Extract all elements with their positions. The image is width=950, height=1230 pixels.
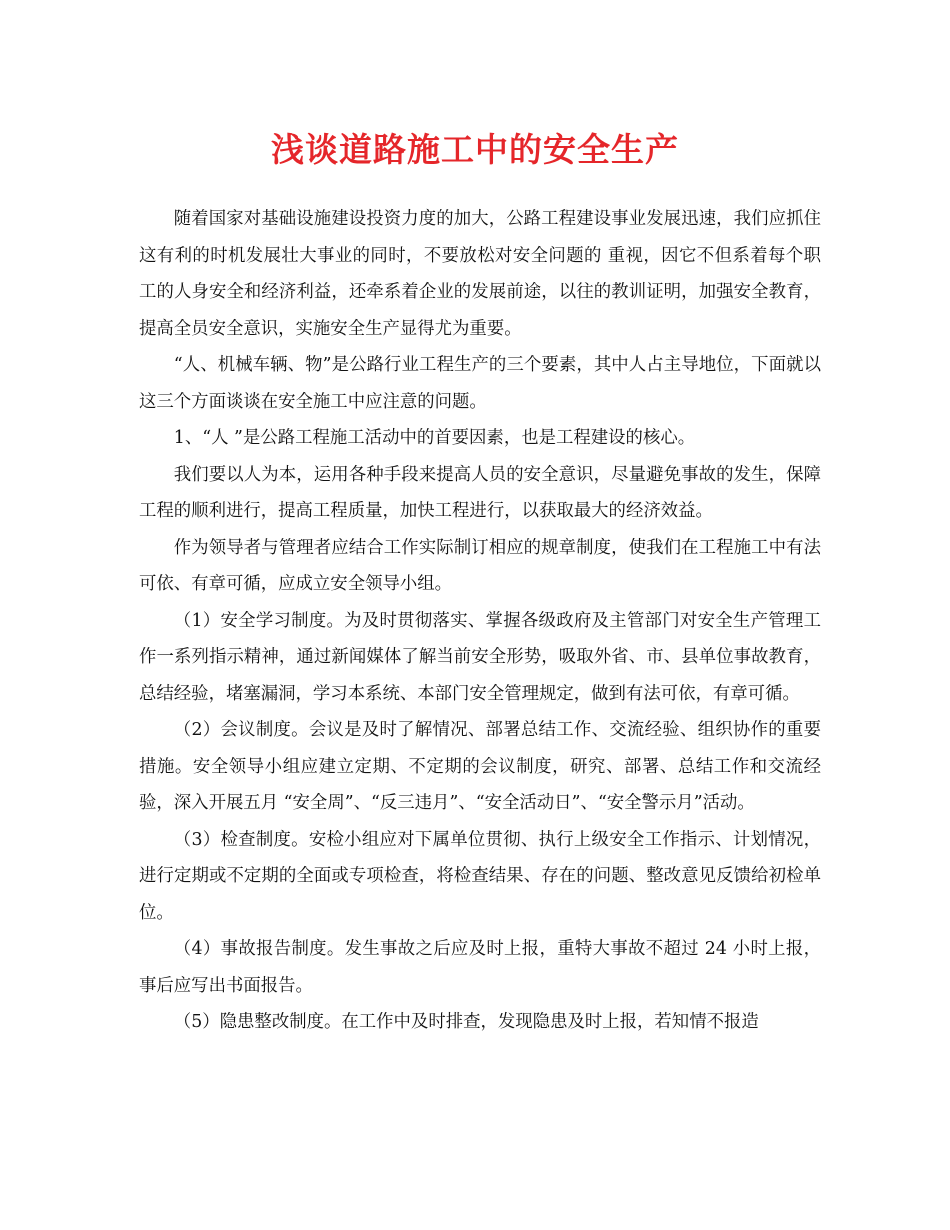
paragraph-accident-report-system: （4）事故报告制度。发生事故之后应及时上报，重特大事故不超过 24 小时上报，事后应写出书面报告。 bbox=[139, 939, 821, 996]
document-body bbox=[139, 201, 821, 1041]
paragraph-intro: 随着国家对基础设施建设投资力度的加大，公路工程建设事业发展迅速，我们应抓住 这有利的时机发展壮大事业的同时，不要放松对安全问题的 重视，因它不但系着每个职工的人身安全和经济利益，还牵系着企业的发展前途，以往的教训证明，加强安全教育，提高全员安全意识，实施安全生产显得尤为重要。 bbox=[139, 209, 821, 339]
paragraph-people-oriented: 我们要以人为本，运用各种手段来提高人员的安全意识，尽量避免事故的发生，保障工程的顺利进行，提高工程质量，加快工程进行，以获取最大的经济效益。 bbox=[139, 464, 821, 521]
paragraph-study-system: （1）安全学习制度。为及时贯彻落实、掌握各级政府及主管部门对安全生产管理工作一系列指示精神，通过新闻媒体了解当前安全形势，吸取外省、市、县单位事故教育，总结经验，堵塞漏洞，学习本系统、本部门安全管理规定，做到有法可依，有章可循。 bbox=[139, 610, 821, 704]
paragraph-inspection-system: （3）检查制度。安检小组应对下属单位贯彻、执行上级安全工作指示、计划情况，进行定期或不定期的全面或专项检查，将检查结果、存在的问题、整改意见反馈给初检单位。 bbox=[139, 829, 821, 923]
document-title: 浅谈道路施工中的安全生产 bbox=[271, 130, 679, 169]
paragraph-leadership: 作为领导者与管理者应结合工作实际制订相应的规章制度，使我们在工程施工中有法可依、有章可循，应成立安全领导小组。 bbox=[139, 537, 821, 594]
paragraph-hazard-rectification-system: （5）隐患整改制度。在工作中及时排查，发现隐患及时上报，若知情不报造 bbox=[173, 1012, 759, 1032]
paragraph-meeting-system: （2）会议制度。会议是及时了解情况、部署总结工作、交流经验、组织协作的重要措施。安全领导小组应建立定期、不定期的会议制度，研究、部署、总结工作和交流经验，深入开展五月 “安全周”、“反三违月”、“安全活动日”、“安全警示月”活动。 bbox=[139, 720, 821, 813]
paragraph-section-people: 1、“人 ”是公路工程施工活动中的首要因素，也是工程建设的核心。 bbox=[173, 428, 696, 448]
paragraph-three-elements: “人、机械车辆、物”是公路行业工程生产的三个要素，其中人占主导地位，下面就以这三个方面谈谈在安全施工中应注意的问题。 bbox=[139, 355, 821, 412]
